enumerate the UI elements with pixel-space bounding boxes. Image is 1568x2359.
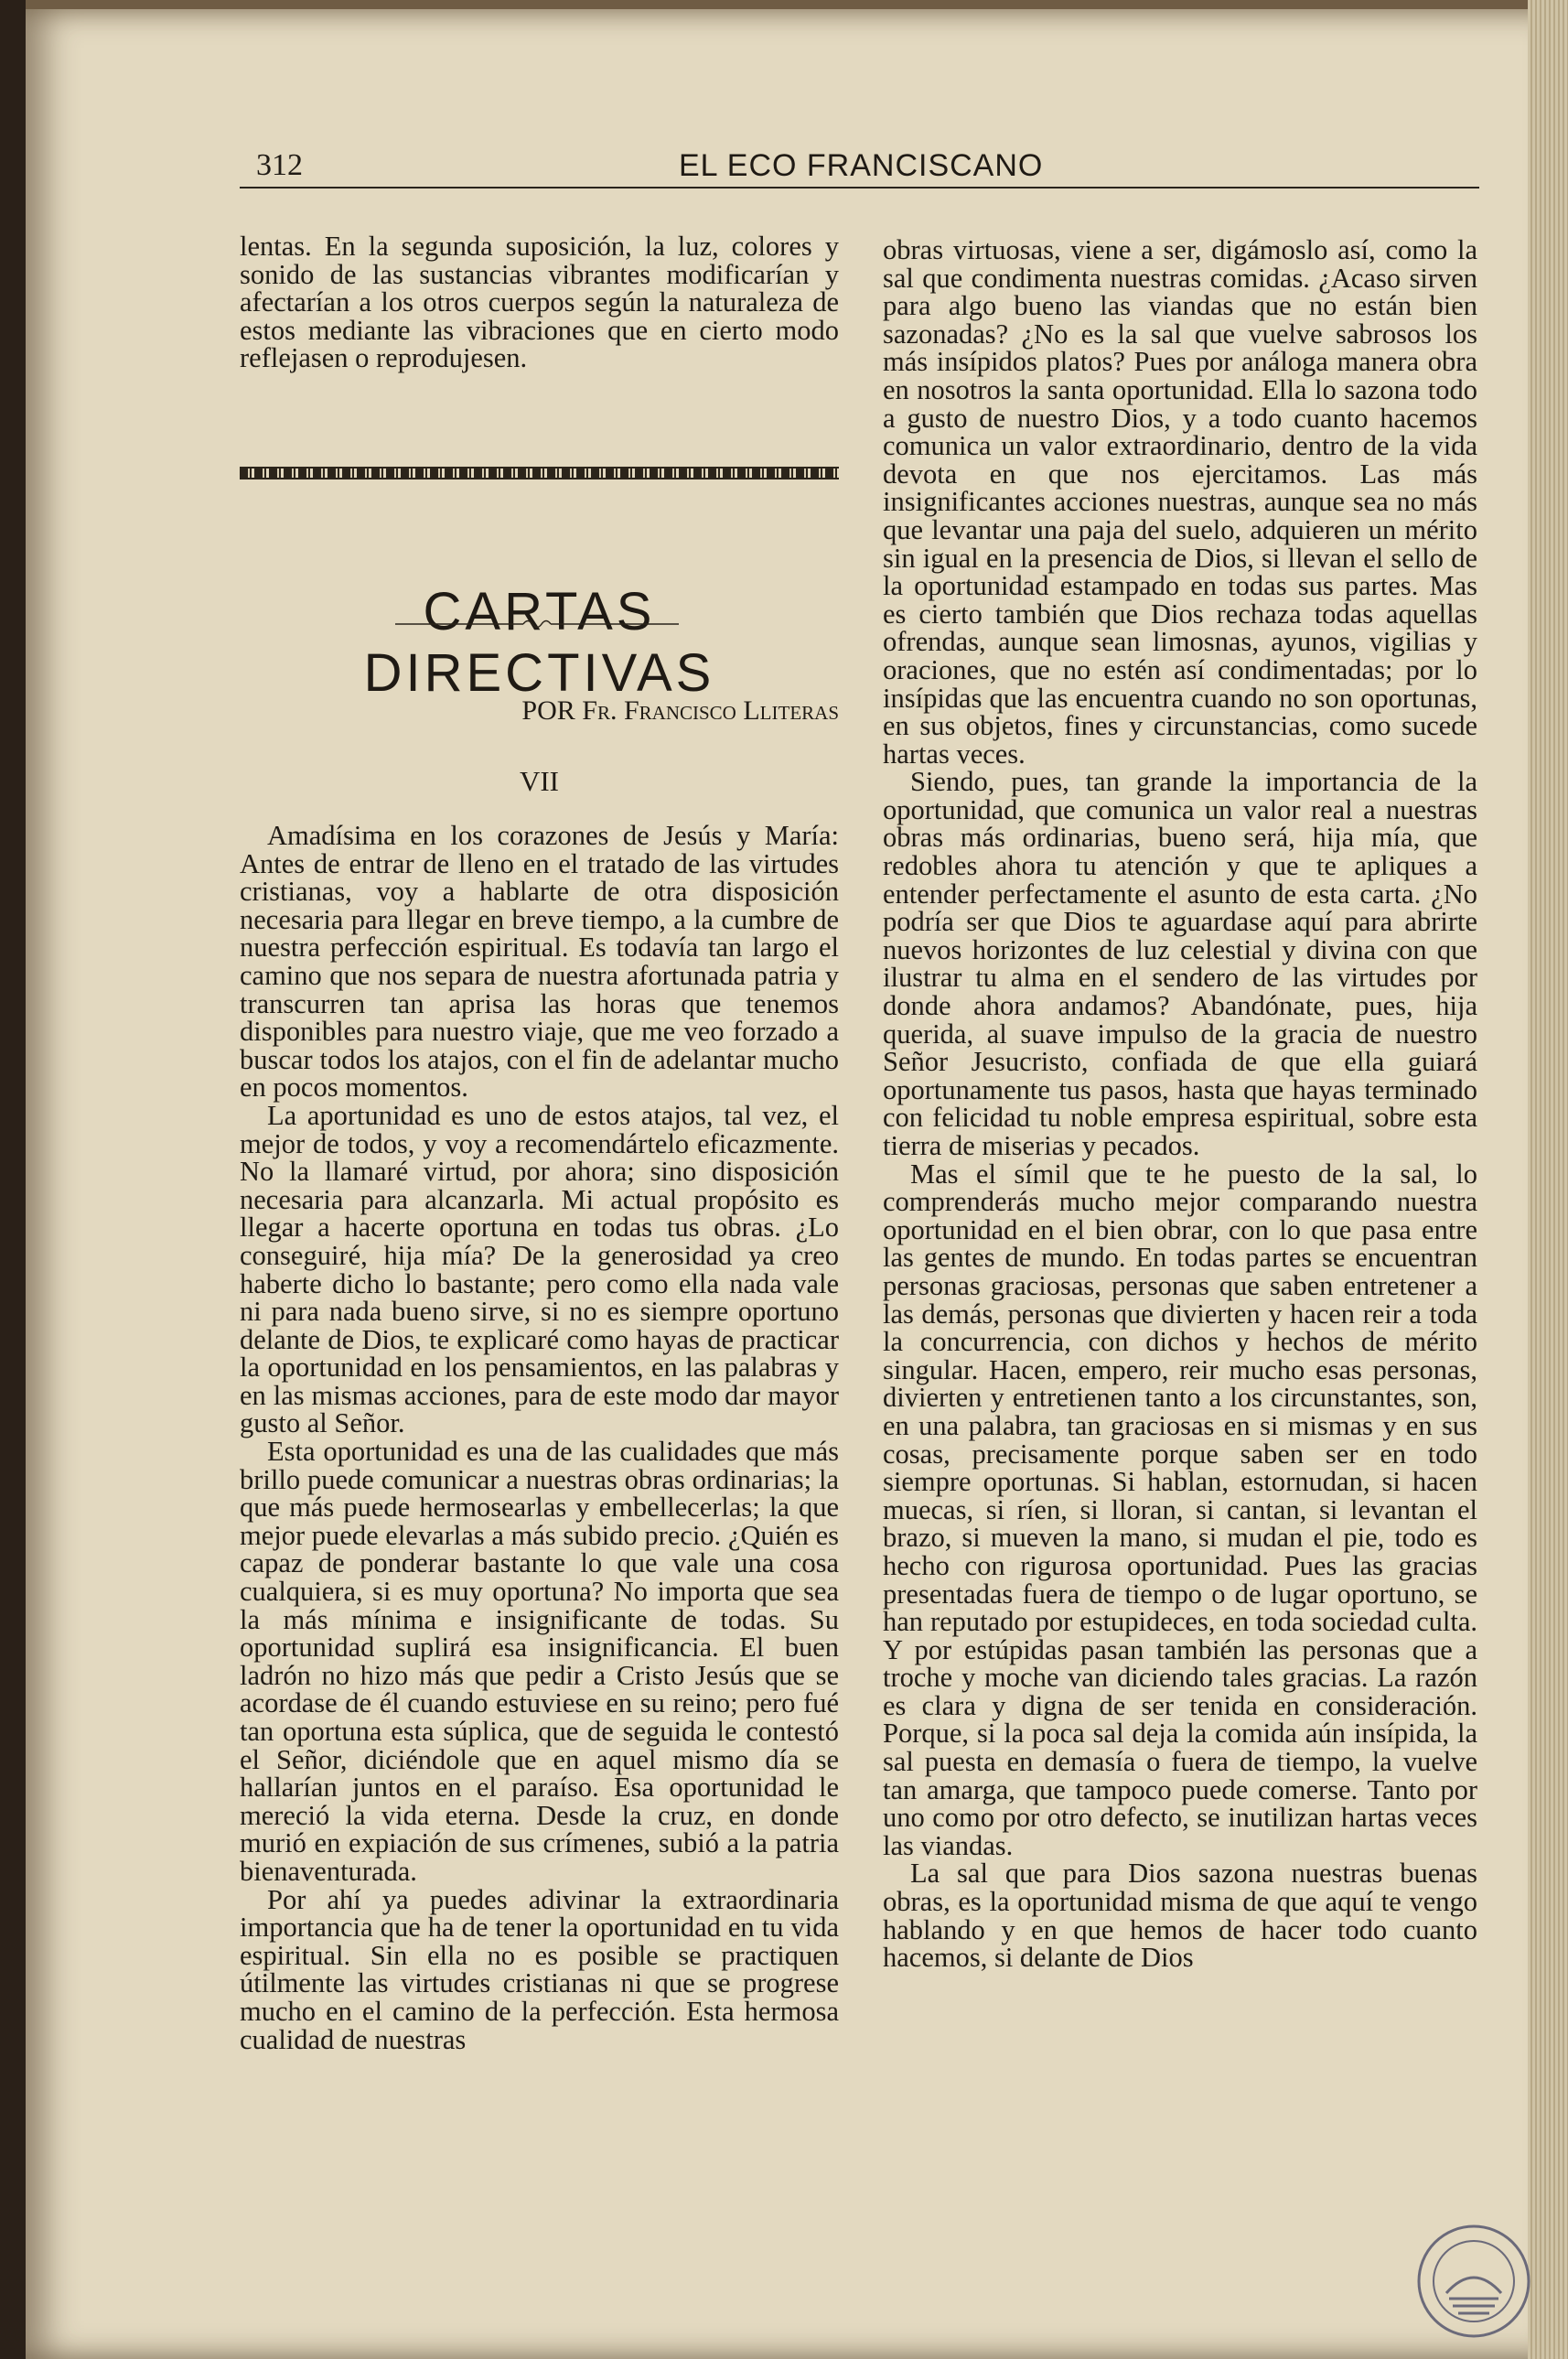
library-stamp-seal: [1414, 2222, 1533, 2341]
header-rule: [240, 187, 1479, 189]
author-name: Fr. Francisco Lliteras: [582, 695, 839, 726]
body-paragraph: Mas el símil que te he puesto de la sal, lo comprenderás mucho mejor comparando nuestra oportunidad en el bien obrar, con lo que pasa entre las gentes de mundo. En todas partes se encuentran personas graciosas, personas que saben entretener a las demás, personas que divierten y hacen reir a toda la concurrencia, con dichos y hechos de mérito singular. Hacen, empero, reir mucho esas personas, divierten y entretienen tanto a los circunstantes, son, en una palabra, tan graciosas en si mismas y en sus cosas, precisamente porque saben ser en todo siempre oportunas. Si hablan, estornudan, si hacen muecas, si ríen, si lloran, si cantan, si levantan el brazo, si mueven la mano, si mudan el pie, todo es hecho con rigurosa oportunidad. Pues las gracias presentadas fuera de tiempo o de lugar oportuno, se han reputado por estupideces, en toda sociedad culta. Y por estúpidas pasan también las personas que a troche y moche van diciendo tales gracias. La razón es clara y digna de ser tenida en consideración. Porque, si la poca sal deja la comida aún insípida, la sal puesta en demasía o fuera de tiempo, la vuelve tan amarga, que tampoco puede comerse. Tanto por uno como por otro defecto, se inutilizan hartas veces las viandas.: [883, 1158, 1477, 1861]
body-paragraph: Por ahí ya puedes adivinar la extraordinaria importancia que ha de tener la oportunidad en tu vida espiritual. Sin ella no es posible se practiquen útilmente las virtudes cristianas ni que se progrese mucho en el camino de la perfección. Esta hermosa cualidad de nuestras: [240, 1883, 839, 2055]
byline-prefix: POR: [521, 695, 575, 726]
byline: [240, 695, 839, 727]
left-column-body: [240, 822, 839, 2053]
body-paragraph: La aportunidad es uno de estos atajos, tal vez, el mejor de todos, y voy a recomendártelo eficazmente. No la llamaré virtud, por ahora; sino disposición necesaria para alcanzarla. Mi actual propósito es llegar a hacerte oportuna en todas tus obras. ¿Lo conseguiré, hija mía? De la generosidad ya creo haberte dicho lo bastante; pero como ella nada vale ni para nada bueno sirve, si no es siempre oportuno delante de Dios, te explicaré como hayas de practicar la oportunidad en los pensamientos, en las palabras y en las mismas acciones, para de este modo dar mayor gusto al Señor.: [240, 1099, 839, 1439]
body-paragraph: obras virtuosas, viene a ser, digámoslo así, como la sal que condimenta nuestras comidas. ¿Acaso sirven para algo bueno las viandas que no están bien sazonadas? ¿No es la sal que vuelve sabrosos los más insípidos platos? Pues por análoga manera obra en nosotros la santa oportunidad. Ella lo sazona todo a gusto de nuestro Dios, y a todo cuanto hacemos comunica un valor extraordinario, dentro de la vida devota en que nos ejercitamos. Las más insignificantes acciones nuestras, aunque sea no más que levantar una paja del suelo, adquieren un mérito sin igual en la presencia de Dios, si llevan el sello de la oportunidad estampado en todas sus partes. Mas es cierto también que Dios rechaza todas aquellas ofrendas, aunque sean limosnas, ayunos, vigilias y oraciones, que no estén así condimentadas; por lo insípidas que las encuentra cuando no son oportunas, en sus objetos, fines y circunstancias, como sucede hartas veces.: [883, 234, 1477, 770]
article-title: CARTAS DIRECTIVAS: [363, 581, 715, 703]
body-paragraph: Siendo, pues, tan grande la importancia de la oportunidad, que comunica un valor real a nuestras obras más ordinarias, bueno será, hija mía, que redobles ahora tu atención y que te apliques a entender perfectamente el asunto de esta carta. ¿No podría ser que Dios te aguardase aquí para abrirte nuevos horizontes de luz celestial y divina con que ilustrar tu alma en el sendero de las virtudes por donde ahora andamos? Abandónate, pues, hija querida, al suave impulso de la gracia de nuestro Señor Jesucristo, confiada de que ella guiará oportunamente tus pasos, hasta que hayas terminado con felicidad tu noble empresa espiritual, sobre esta tierra de miserias y pecados.: [883, 766, 1477, 1161]
page-stack-edge: [1528, 0, 1568, 2359]
running-header: [240, 148, 1479, 187]
book-gutter: [0, 0, 26, 2359]
body-paragraph: Esta oportunidad es una de las cualidades que más brillo puede comunicar a nuestras obras ordinarias; la que más puede hermosearlas y embellecerlas; la que mejor puede elevarlas a más subido precio. ¿Quién es capaz de ponderar bastante lo que vale una cosa cualquiera, si es muy oportuna? No importa que sea la más mínima e insignificante de todas. Su oportunidad suplirá esa insignificancia. El buen ladrón no hizo más que pedir a Cristo Jesús que se acordase de él cuando estuviese en su reino; pero fué tan oportuna esta súplica, que de seguida le contestó el Señor, diciéndole que en aquel mismo día se hallarían juntos en el paraíso. Esa oportunidad le mereció la vida eterna. Desde la cruz, en donde murió en expiación de sus crímenes, subió a la patria bienaventurada.: [240, 1436, 839, 1887]
running-title: EL ECO FRANCISCANO: [679, 148, 1044, 183]
title-flourish-ornament: [395, 615, 679, 633]
left-column-continuation: [240, 232, 839, 372]
chapter-numeral: VII: [519, 765, 560, 797]
right-column-body: [883, 236, 1477, 1972]
continuation-paragraph: lentas. En la segunda suposición, la luz, colores y sonido de las sustancias vibrantes modificarían y afectarían a los otros cuerpos según la naturaleza de estos mediante las vibraciones que en cierto modo reflejasen o reprodujesen.: [240, 231, 839, 374]
ornamental-divider: [240, 467, 839, 479]
page-number: 312: [256, 148, 303, 182]
body-paragraph: Amadísima en los corazones de Jesús y María: Antes de entrar de lleno en el tratado de las virtudes cristianas, voy a hablarte de otra disposición necesaria para llegar en breve tiempo, a la cumbre de nuestra perfección espiritual. Es todavía tan largo el camino que nos separa de nuestra afortunada patria y transcurren tan aprisa las horas que tenemos disponibles para nuestro viaje, que me veo forzado a buscar todos los atajos, con el fin de adelantar mucho en pocos momentos.: [240, 820, 839, 1104]
body-paragraph: La sal que para Dios sazona nuestras buenas obras, es la oportunidad misma de que aquí te vengo hablando y en que hemos de hacer todo cuanto hacemos, si delante de Dios: [883, 1858, 1477, 1974]
